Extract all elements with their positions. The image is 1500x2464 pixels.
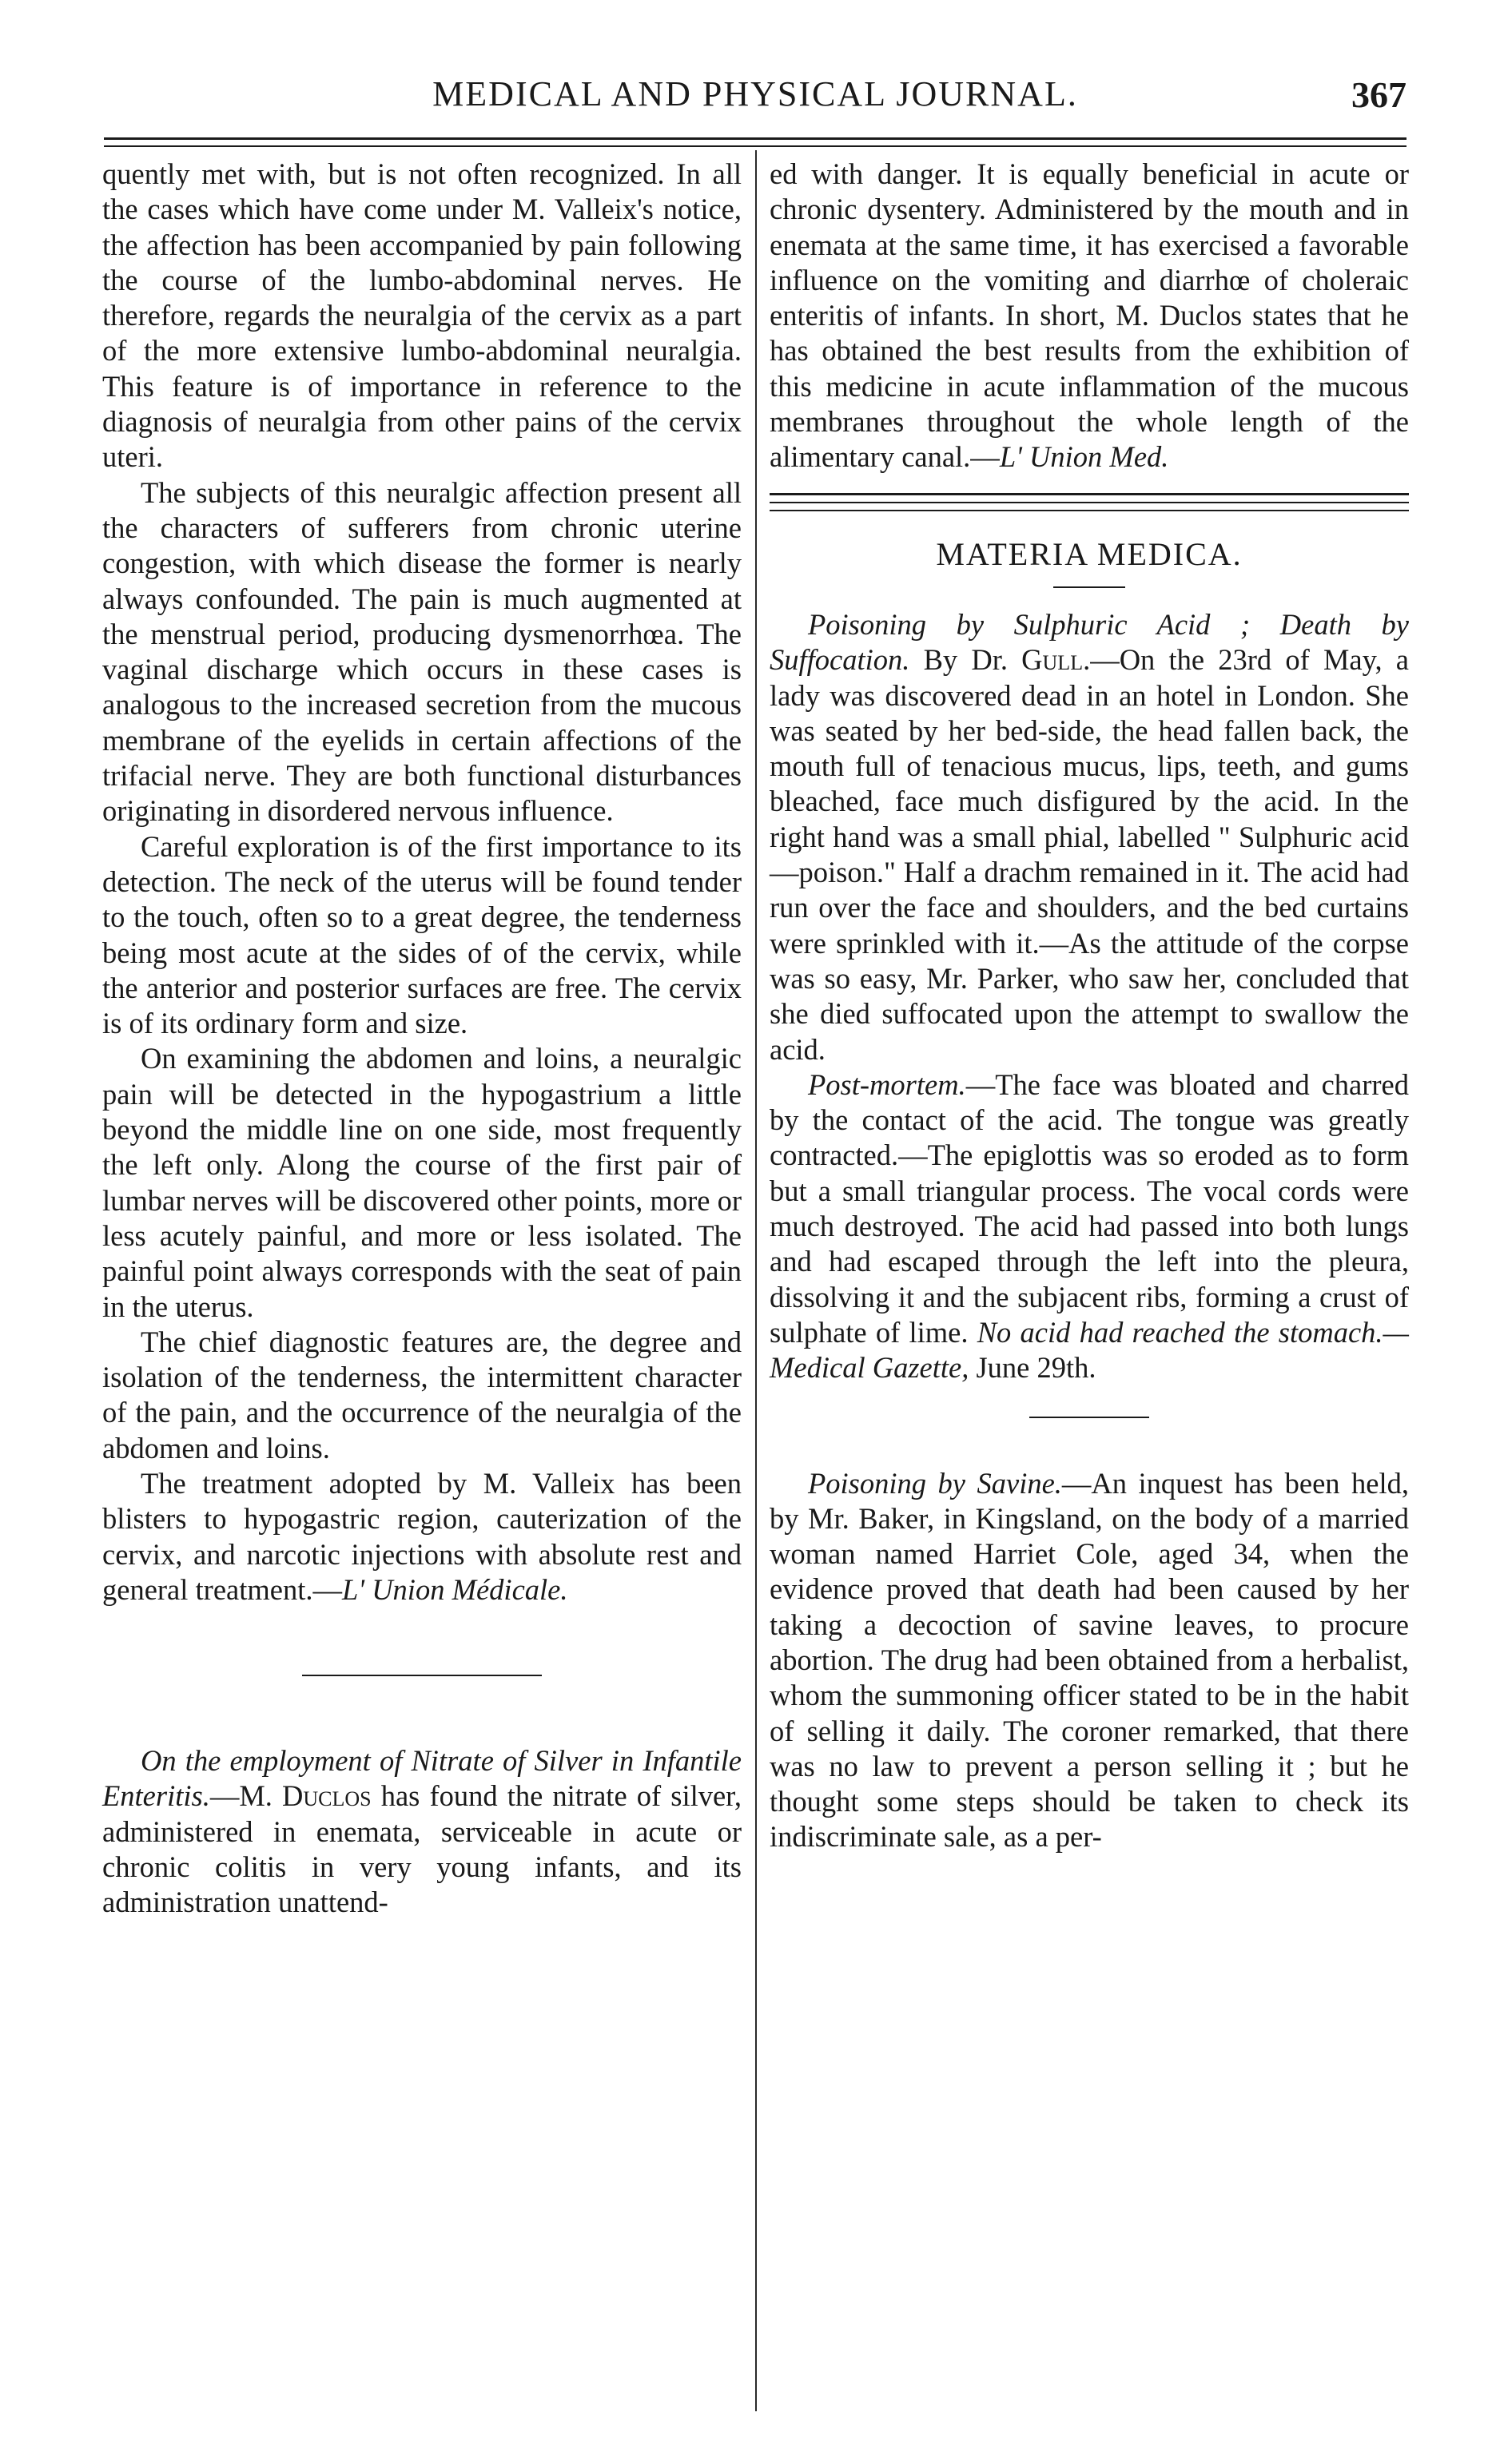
section-rule (770, 493, 1409, 495)
paragraph-text: —An inquest has been held, by Mr. Baker, in Kingsland, on the body of a married woman named Harriet Cole, aged 34, when the evidence proved that death had been caused by her taking a decoction of savine leaves, to procure abortion. The drug had been obtained from a herbalist, whom the summoning officer stated to be in the habit of selling it daily. The coroner remarked, that there was no law to prevent a person selling it ; but he thought some steps should be taken to check its indiscriminate sale, as a per- (770, 1466, 1409, 1854)
paragraph: The chief diagnostic features are, the degree and isolation of the tenderness, the intermittent character of the pain, and the occurrence of the neuralgia of the abdomen and loins. (102, 1325, 742, 1464)
article-title: Poisoning by Sulphuric Acid ; Death by Suffocation. (770, 607, 1409, 677)
paragraph: On examining the abdomen and loins, a neuralgic pain will be detected in the hypogastrium a little beyond the middle line on one side, most frequently the left only. Along the course of the first pair of lumbar nerves will be discovered other points, more or less acutely painful, and more or less isolated. The painful point always corresponds with the seat of pain in the uterus. (102, 1042, 742, 1323)
source-citation: L' Union Med. (999, 440, 1169, 474)
paragraph (770, 1067, 1409, 1386)
paragraph (770, 157, 1409, 475)
article-title: On the employment of Nitrate of Silver in Infantile Enteritis. (102, 1744, 742, 1813)
paragraph: quently met with, but is not often recognized. In all the cases which have come under M. Valleix's notice, the affection has been accompanied by pain following the course of the lumbo-abdominal nerves. He therefore, regards the neuralgia of the cervix as a part of the more extensive lumbo-abdominal neuralgia. This feature is of importance in reference to the diagnosis of neuralgia from other pains of the cervix uteri. (102, 157, 742, 474)
article-title: Poisoning by Savine. (808, 1466, 1062, 1500)
author-name: Gull (1021, 643, 1084, 677)
page-number: 367 (1351, 74, 1406, 115)
section-rule-thin (770, 502, 1409, 503)
author-name: Duclos (282, 1779, 372, 1813)
header-rule (104, 137, 1406, 140)
header-rule-thin (104, 145, 1406, 147)
paragraph (770, 1466, 1409, 1855)
left-column (102, 157, 742, 1921)
paragraph-text: —The face was bloated and charred by the contact of the acid. The tongue was greatly contracted.—The epiglottis was so eroded as to form but a small triangular process. The vocal cords were much destroyed. The acid had passed into both lungs and had escaped through the left into the pleura, dissolving it and the subjacent ribs, forming a crust of sulphate of lime. (770, 1067, 1409, 1349)
paragraph-text: The treatment adopted by M. Valleix has been blisters to hypogastric region, cauterization of the cervix, and narcotic injections with absolute rest and general treatment.— (102, 1466, 742, 1606)
column-divider (755, 150, 757, 2411)
paragraph-text: has found the nitrate of silver, administered in enemata, serviceable in acute or chronic colitis in very young infants, and its administration unattend- (102, 1779, 742, 1919)
source-citation: L' Union Médicale. (341, 1572, 568, 1606)
page-header (104, 74, 1406, 129)
paragraph-text: ed with danger. It is equally beneficial in acute or chronic dysentery. Administered by the mouth and in enemata at the same time, it has exercised a favorable influence on the vomiting and diarrhœ of choleraic enteritis of infants. In short, M. Duclos states that he has obtained the best results from the exhibition of this medicine in acute inflammation of the mucous membranes throughout the whole length of the alimentary canal.— (770, 157, 1409, 474)
article-separator (1029, 1417, 1149, 1418)
paragraph: Careful exploration is of the first importance to its detection. The neck of the uterus will be found tender to the touch, often so to a great degree, the tenderness being most acute at the sides of of the cervix, while the anterior and posterior surfaces are free. The cervix is of its ordinary form and size. (102, 829, 742, 1040)
paragraph-text: By Dr. (923, 643, 1008, 677)
section-rule-thin (770, 510, 1409, 511)
emphasized-text: No acid had reached the stomach.—Medical Gazette, (770, 1315, 1410, 1385)
title-rule (1053, 586, 1125, 588)
paragraph-text: June 29th. (976, 1351, 1096, 1385)
subheading: Post-mortem. (808, 1067, 966, 1101)
right-column (770, 157, 1409, 1855)
running-head: MEDICAL AND PHYSICAL JOURNAL. (432, 74, 1078, 113)
section-title: MATERIA MEDICA. (936, 535, 1243, 572)
paragraph: The subjects of this neuralgic affection present all the characters of sufferers from chronic uterine congestion, with which disease the former is nearly always confounded. The pain is much augmented at the menstrual period, producing dysmenorrhœa. The vaginal discharge which occurs in these cases is analogous to the increased secretion from the mucous membrane of the eyelids in certain affections of the trifacial nerve. They are both functional disturbances originating in disordered nervous influence. (102, 475, 742, 828)
paragraph-text: .—On the 23rd of May, a lady was discovered dead in an hotel in London. She was seated by her bed-side, the head fallen back, the mouth full of tenacious mucus, lips, teeth, and gums bleached, face much disfigured by the acid. In the right hand was a small phial, labelled " Sulphuric acid—poison." Half a drachm remained in it. The acid had run over the face and shoulders, and the bed curtains were sprinkled with it.—As the attitude of the corpse was so easy, Mr. Parker, who saw her, concluded that she died suffocated upon the attempt to swallow the acid. (770, 643, 1409, 1066)
article-separator (302, 1675, 542, 1676)
paragraph-text: —M. (209, 1779, 273, 1813)
paragraph (770, 607, 1409, 1067)
paragraph (102, 1466, 742, 1608)
paragraph (102, 1743, 742, 1920)
